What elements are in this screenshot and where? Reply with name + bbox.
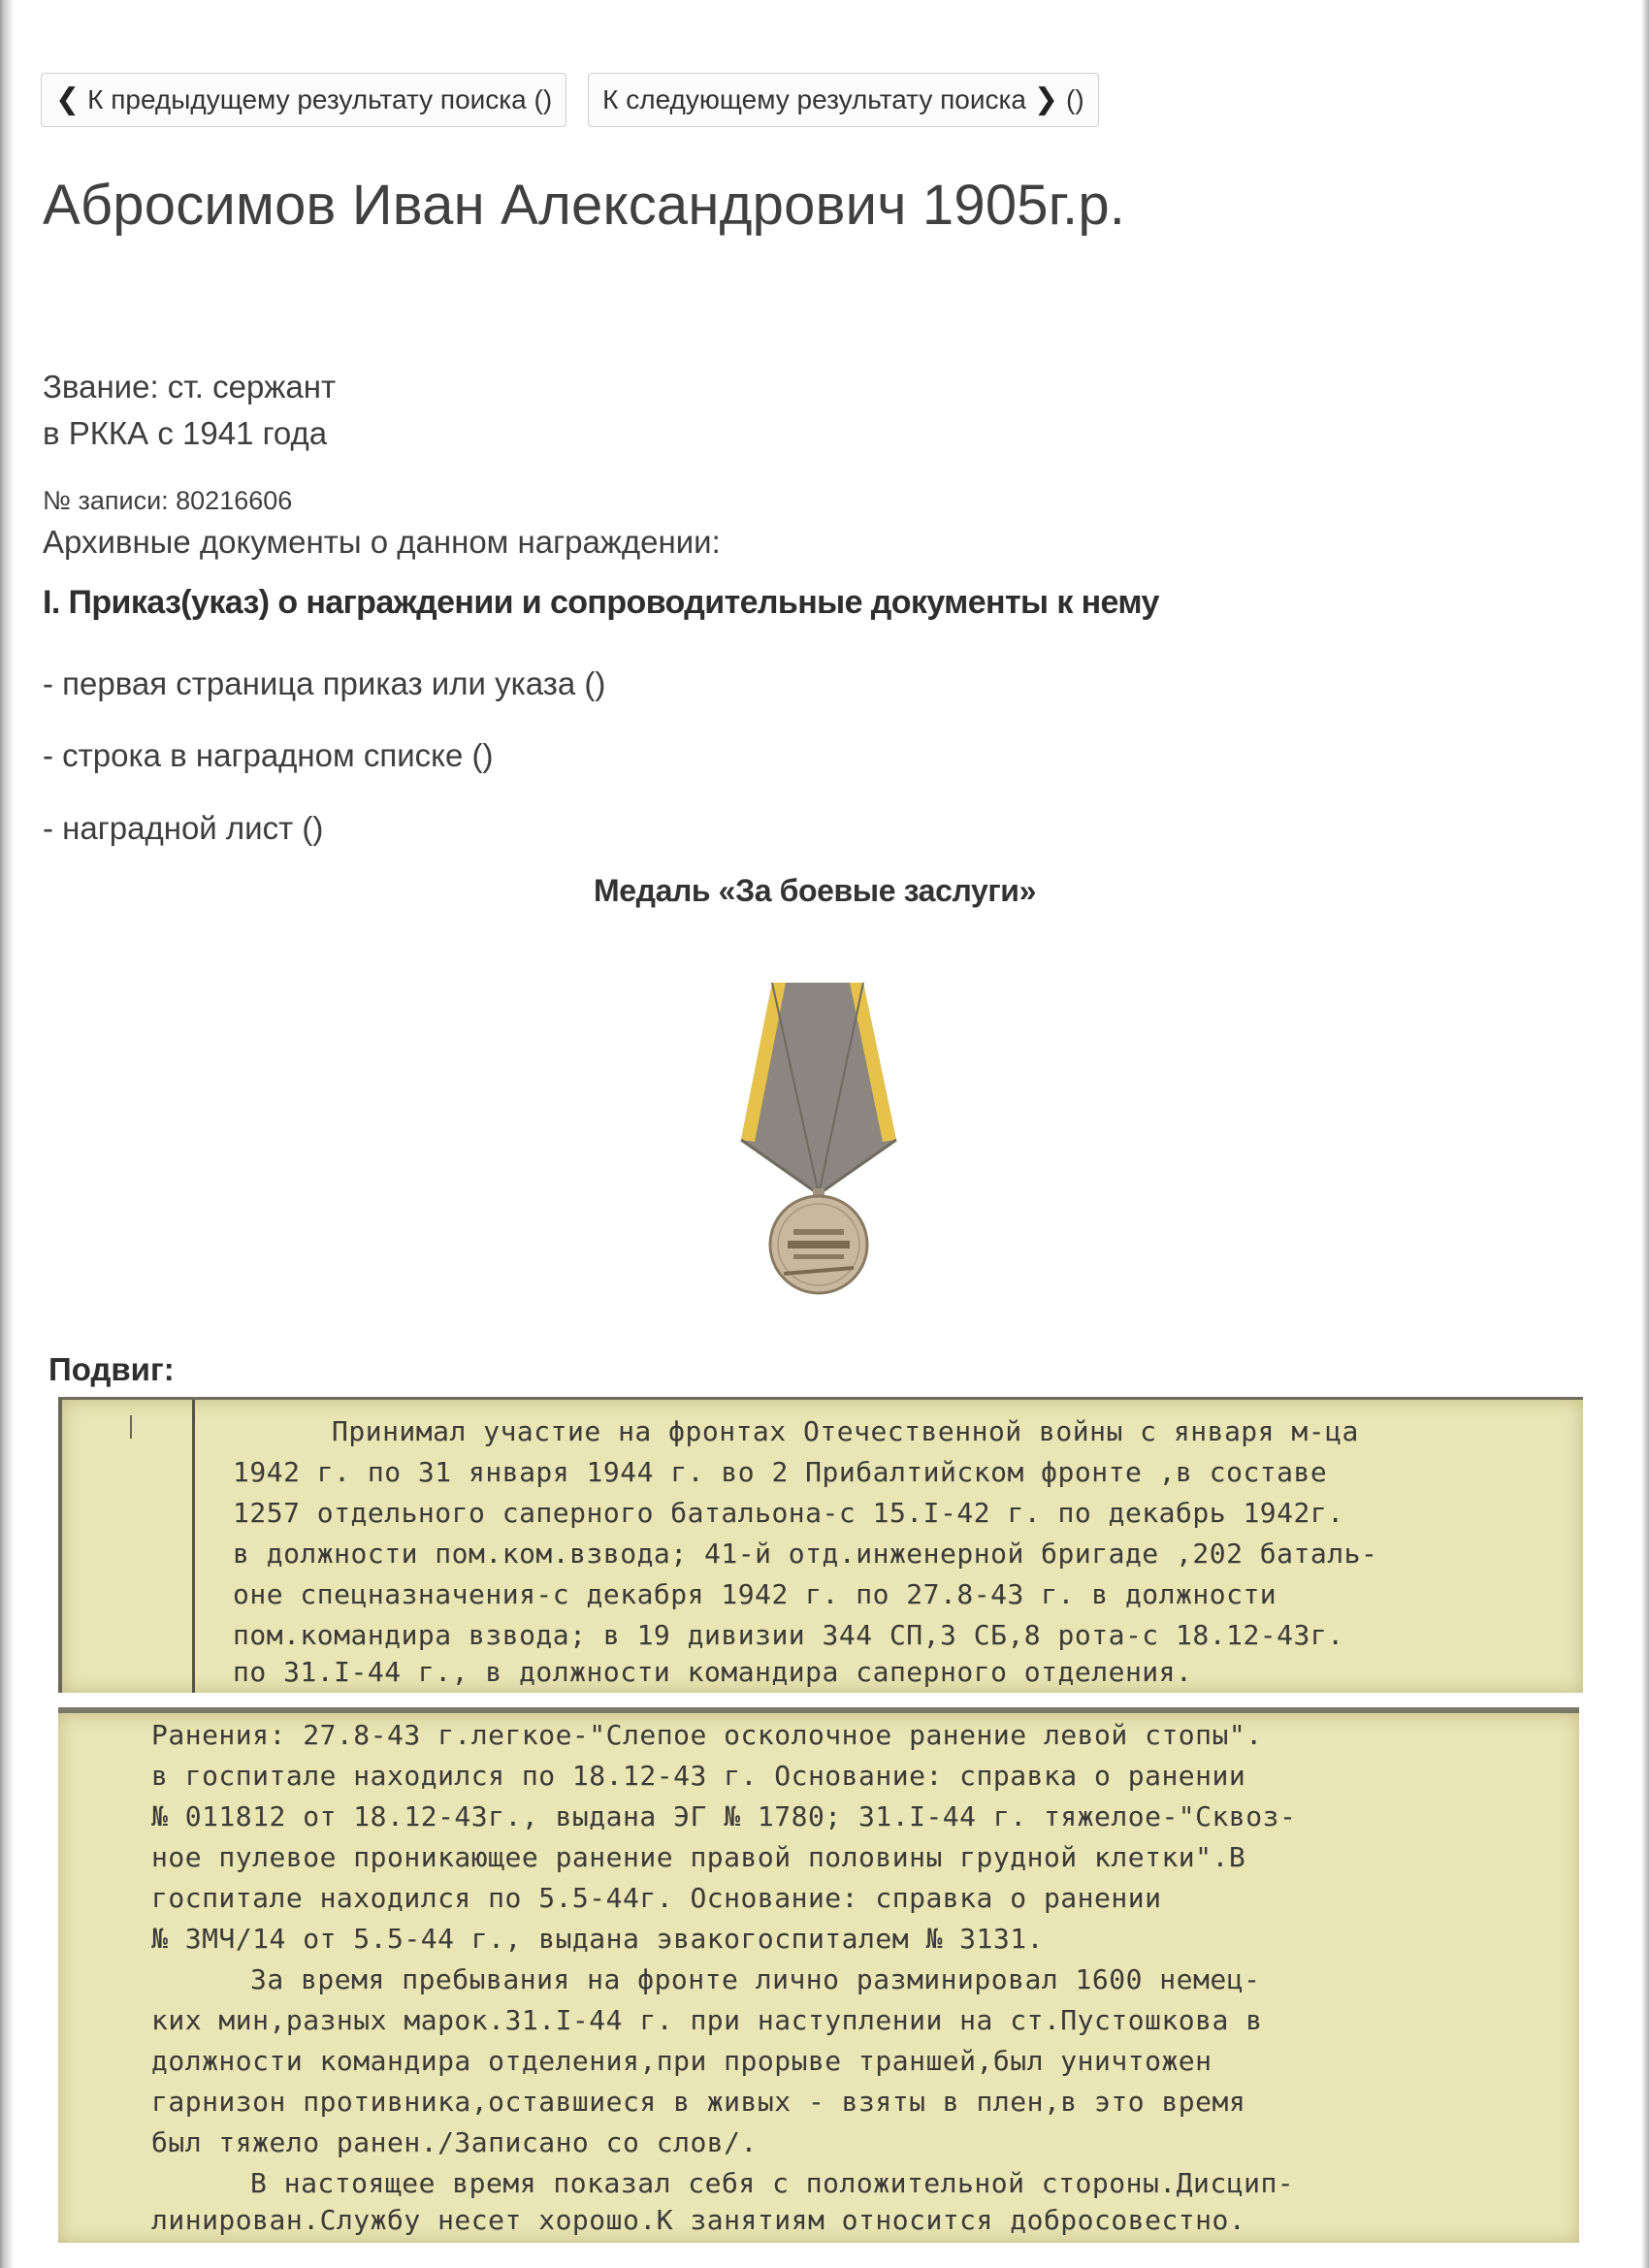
scan-line: в должности пом.ком.взвода; 41-й отд.инженерной бригаде ,202 баталь- (233, 1538, 1378, 1570)
chevron-right-icon: ❯ (1033, 83, 1059, 115)
scan-line: должности командира отделения,при прорыве траншей,был уничтожен (151, 2045, 1212, 2077)
page-title: Абросимов Иван Александрович 1905г.р. (43, 174, 1126, 237)
scan-line: № 3МЧ/14 от 5.5-44 г., выдана эвакогоспиталем № 3131. (151, 1923, 1044, 1955)
scan-line: линирован.Службу несет хорошо.К занятиям относится добросовестно. (151, 2204, 1246, 2236)
scan-line: пом.командира взвода; в 19 дивизии 344 СП,3 СБ,8 рота-с 18.12-43г. (233, 1619, 1344, 1651)
scan-line: В настоящее время показал себя с положительной стороны.Дисцип- (250, 2167, 1295, 2199)
chevron-left-icon: ❮ (55, 83, 81, 115)
prev-result-button[interactable] (41, 73, 566, 127)
scan-line: За время пребывания на фронте лично разминировал 1600 немец- (250, 1963, 1261, 1995)
scan-vertical-rule (192, 1400, 195, 1693)
medal-image (726, 965, 912, 1295)
service-text: в РККА с 1941 года (43, 415, 328, 451)
scan-line: Принимал участие на фронтах Отечественной войны с января м-ца (332, 1415, 1359, 1447)
scan-line: ких мин,разных марок.31.I-44 г. при наступлении на ст.Пустошкова в (151, 2004, 1263, 2036)
scan-line: гарнизон противника,оставшиеся в живых - взяты в плен,в это время (151, 2086, 1246, 2118)
medal-ribbon (741, 983, 896, 1194)
record-number: № записи: 80216606 (43, 486, 293, 515)
next-result-button[interactable] (588, 73, 1099, 127)
prev-result-label: К предыдущему результату поиска () (87, 84, 553, 114)
feat-scan-part2 (58, 1707, 1579, 2243)
scan-page-edge (0, 0, 14, 2268)
scan-line: 1942 г. по 31 января 1944 г. во 2 Прибалтийском фронте ,в составе (233, 1456, 1328, 1488)
doc-link-award-list-line[interactable]: - строка в наградном списке () (43, 737, 494, 773)
next-result-label: К следующему результату поиска (602, 84, 1026, 114)
result-navigation (41, 73, 1099, 127)
medal-disc (770, 1196, 867, 1293)
scan-page-edge-right (1641, 0, 1649, 2268)
scan-line: Ранения: 27.8-43 г.легкое-"Слепое осколочное ранение левой стопы". (151, 1719, 1263, 1751)
scan-line: был тяжело ранен./Записано со слов/. (151, 2126, 758, 2158)
award-name: Медаль «За боевые заслуги» (594, 873, 1036, 908)
section-heading: I. Приказ(указ) о награждении и сопроводительные документы к нему (43, 584, 1159, 621)
scan-line: ное пулевое проникающее ранение правой половины грудной клетки".В (151, 1841, 1246, 1873)
feat-scan-part1 (58, 1397, 1583, 1693)
archive-heading: Архивные документы о данном награждении: (43, 524, 721, 560)
rank-text: Звание: ст. сержант (43, 369, 337, 405)
feat-label: Подвиг: (48, 1351, 175, 1387)
scan-line: 1257 отдельного саперного батальона-с 15.I-42 г. по декабрь 1942г. (233, 1497, 1344, 1529)
doc-link-award-sheet[interactable]: - наградной лист () (43, 810, 324, 846)
next-result-suffix: () (1066, 84, 1084, 114)
scan-line: оне спецназначения-с декабря 1942 г. по 27.8-43 г. в должности (233, 1578, 1277, 1610)
scan-line: госпитале находился по 5.5-44г. Основание: справка о ранении (151, 1882, 1162, 1914)
scan-line: № 011812 от 18.12-43г., выдана ЭГ № 1780; 31.I-44 г. тяжелое-"Сквоз- (151, 1800, 1297, 1832)
scan-mark (130, 1415, 132, 1439)
doc-link-order-page[interactable]: - первая страница приказ или указа () (43, 665, 606, 701)
scan-line: по 31.I-44 г., в должности командира саперного отделения. (233, 1656, 1193, 1688)
scan-line: в госпитале находился по 18.12-43 г. Основание: справка о ранении (151, 1760, 1246, 1792)
